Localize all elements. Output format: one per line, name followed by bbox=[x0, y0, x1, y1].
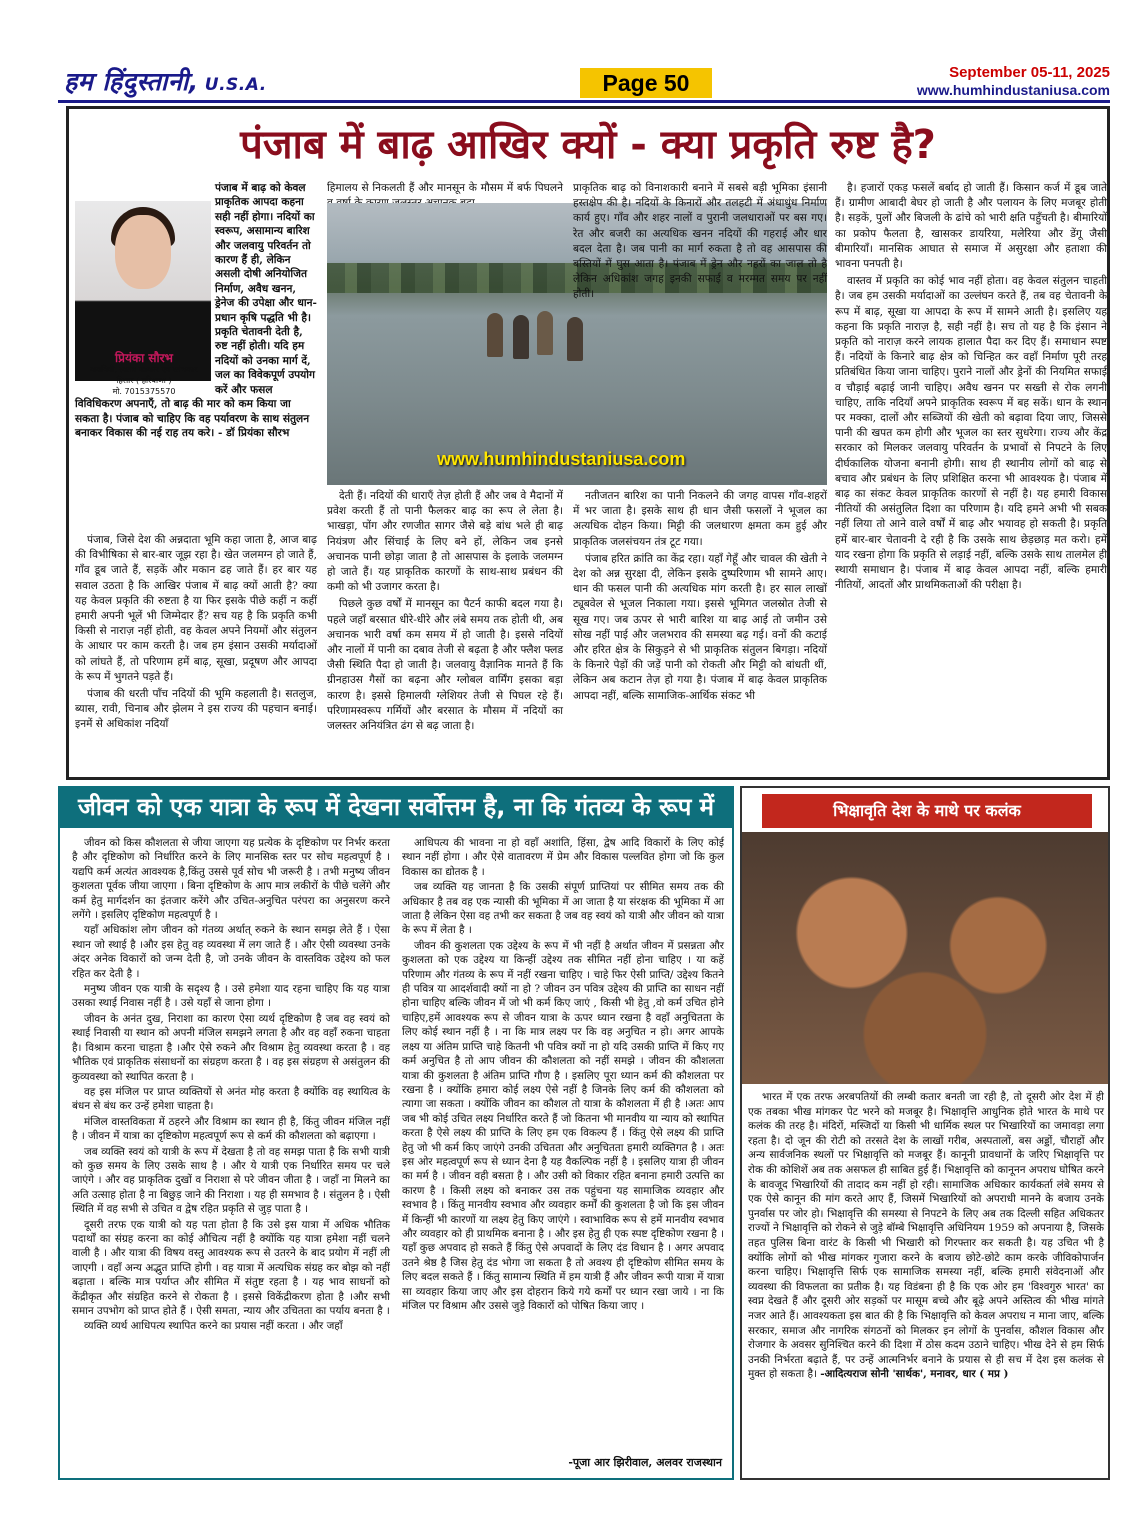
begging-author-credit: -आदित्यराज सोनी 'सार्थक', मनावर, धार ( मप्र ) bbox=[820, 1368, 1009, 1381]
article-column-2-top: हिमालय से निकलती हैं और मानसून के मौसम में बर्फ पिघलने bbox=[327, 182, 563, 194]
article-column-2: देती हैं। नदियों की धाराएँ तेज़ होती हैं और जब वे मैदानों में प्रवेश करती हैं तो पानी फैलकर बाढ़ का रूप ले लेता है। भाखड़ा, पोंग और रणजीत सागर जैसे बड़े बांध भले ही बाढ़ नियंत्रण और सिंचाई के लिए बने हों, लेकिन जब इनसे अचानक पानी छोड़ा जाता है तो आसपास के इलाके जलमग्न हो जाते हैं। यह प्राकृतिक कारणों के साथ-साथ प्रबंधन की कमी को भी उजागर करता है। पिछले कुछ वर्षों में मानसून का पैटर्न काफी बदल गया है। पहले जहाँ बरसात धीरे-धीरे और लंबे समय तक होती थी, अब अचानक भारी वर्षा कम समय में हो जाती है। इससे नदियों और नालों में पानी का दबाव तेजी से बढ़ता है और फ्लैश फ्लड जैसी स्थिति पैदा हो जाती है। जलवायु वैज्ञानिक मानते हैं कि ग्रीनहाउस गैसों का बढ़ना और ग्लोबल वार्मिंग इसका बड़ा कारण है। इससे हिमालयी ग्लेशियर तेजी से पिघल रहे हैं। परिणामस्वरूप गर्मियों और बरसात के मौसम में नदियों का जलस्तर अनियंत्रित ढंग से बढ़ जाता है। bbox=[327, 490, 563, 733]
website-link[interactable]: www.humhindustaniusa.com bbox=[916, 82, 1110, 98]
photo-watermark: www.humhindustaniusa.com bbox=[437, 449, 686, 469]
begging-article-body: भारत में एक तरफ अरबपतियों की लम्बी कतार बनती जा रही है, तो दूसरी ओर देश में ही एक तबका भीख मांगकर पेट भरने को मजबूर है। भिक्षावृत्ति आधुनिक होते भारत के माथे पर कलंक की तरह है। मंदिरों, मस्जिदों या किसी भी धार्मिक स्थल पर भिखारियों का जमावड़ा लगा रहता है। दो जून की रोटी को तरसते देश के लाखों गरीब, अस्पतालों, बस अड्डों, चौराहों और अन्य सार्वजनिक स्थलों पर भिक्षावृत्ति को मजबूर हैं। कानूनी प्रावधानों के जरिए भिक्षावृत्ति पर रोक की कोशिशें अब तक असफल ही साबित हुई हैं। भिक्षावृत्ति को कानूनन अपराध घोषित करने के बावजूद भिखारियों की तादाद कम नहीं हो रही। सामाजिक अधिकार कार्यकर्ता लंबे समय से एक ऐसे कानून की मांग करते आए हैं, जिसमें भिखारियों को अपराधी मानने के बजाय उनके पुनर्वास पर जोर हो। भिक्षावृत्ति की समस्या से निपटने के लिए अब तक दिल्ली सहित अधिकतर राज्यों ने भिक्षावृत्ति को रोकने से जुड़े बॉम्बे भिक्षावृत्ति अधिनियम 1959 को अपनाया है, जिसके तहत पुलिस बिना वारंट के किसी भी भिखारी को गिरफ्तार कर सकती है। यह उचित भी है क्योंकि लोगों को भीख मांगकर गुजारा करने के बजाय छोटे-छोटे काम करके जीविकोपार्जन करना चाहिए। भिक्षावृत्ति सिर्फ एक सामाजिक समस्या नहीं, बल्कि हमारी संवेदनाओं और व्यवस्था की विफलता का प्रतीक है। यह विडंबना ही है कि एक ओर हम 'विश्वगुरु भारत' का स्वप्न देखते हैं और दूसरी ओर सड़कों पर मासूम बच्चे और बूढ़े अपने अस्तित्व की भीख मांगते नजर आते हैं। आवश्यकता इस बात की है कि भिक्षावृत्ति को केवल अपराध न माना जाए, बल्कि सरकार, समाज और नागरिक संगठनों को मिलकर इन लोगों के पुनर्वास, कौशल विकास और रोजगार के अवसर सुनिश्चित करने की दिशा में ठोस कदम उठाने चाहिए। भीख देने से हम सिर्फ उनकी निर्भरता बढ़ाते हैं, पर उन्हें आत्मनिर्भर बनाने के प्रयास से ही सच में देश इस कलंक से मुक्त हो सकता है। -आदित्यराज सोनी 'सार्थक', मनावर, धार ( मप्र ) bbox=[748, 1091, 1105, 1381]
journey-column-1: जीवन को किस कौशलता से जीया जाएगा यह प्रत्येक के दृष्टिकोण पर निर्भर करता है और दृष्टिकोण को निर्धारित करने के लिए मानसिक स्तर पर सोच महत्वपूर्ण है । यद्यपि कर्म अत्यंत आवश्यक है,किंतु उससे पूर्व सोच भी जरूरी है । तभी मनुष्य जीवन कुशलता पूर्वक जीया जाएगा । बिना दृष्टिकोण के आप मात्र लकीरों के पीछे चलेंगे और कर्म हेतु मार्गदर्शन का इंतजार करेंगे और उचित-अनुचित परंपरा का अनुसरण करने लगेंगे । इसलिए दृष्टिकोण महत्वपूर्ण है । यहाँ अधिकांश लोग जीवन को गंतव्य अर्थात् रुकने के स्थान समझ लेते हैं । ऐसा स्थान जो स्थाई है ।और इस हेतु वह व्यवस्था में लग जाते हैं । और ऐसी व्यवस्था उनके अंदर अनेक विकारों को जन्म देती है, जो उनके जीवन के वास्तविक उद्देश्य को फल रहित कर देती है । मनुष्य जीवन एक यात्री के सदृश्य है । उसे हमेशा याद रहना चाहिए कि यह यात्रा उसका स्थाई निवास नहीं है । उसे यहाँ से जाना होगा । जीवन के अनंत दुख, निराशा का कारण ऐसा व्यर्थ दृष्टिकोण है जब वह स्वयं को स्थाई निवासी या स्थान को अपनी मंजिल समझने लगता है और वह वहाँ रुकना चाहता है। विश्राम करना चाहता है ।और ऐसे रुकने और विश्राम हेतु व्यवस्था करता है । वह भौतिक एवं प्राकृतिक संसाधनों का संग्रहण करता है । वह इस संग्रहण से असंतुलन की कुव्यवस्था को स्थापित करता है । वह इस मंजिल पर प्राप्त व्यक्तियों से अनंत मोह करता है क्योंकि वह स्थायित्व के बंधन से बंध कर उन्हें हमेशा चाहता है। मंजिल वास्तविकता में ठहरने और विश्राम का स्थान ही है, किंतु जीवन मंजिल नहीं है । जीवन में यात्रा का दृष्टिकोण महत्वपूर्ण रूप से कर्म की कौशलता को बढ़ाएगा । जब व्यक्ति स्वयं को यात्री के रूप में देखता है तो वह समझ पाता है कि सभी यात्री को कुछ समय के लिए उसके साथ है । और ये यात्री एक निर्धारित समय पर चले जाएंगे । और वह प्राकृतिक दुखों व निराशा से परे जीवन जीता है । जहाँ ना मिलने का अति उत्साह होता है ना बिछुड़ जाने की निराशा । यह ही समभाव है । संतुलन है । ऐसी स्थिति में वह सभी से उचित व द्वेष रहित प्रकृति से जुड़ पाता है । दूसरी तरफ एक यात्री को यह पता होता है कि उसे इस यात्रा में अधिक भौतिक पदार्थों का संग्रह करना का कोई औचित्य नहीं है क्योंकि यह यात्रा हमेशा नहीं चलने वाली है । और यात्रा की विषय वस्तु आवश्यक रूप से उतरने के बाद प्रयोग में नहीं ली जाएगी । वहाँ अन्य अद्भुत प्राप्ति होगी । वह यात्रा में अत्यधिक संग्रह कर बोझ को नहीं बढ़ाता । बल्कि मात्र पर्याप्त और सीमित में संतुष्ट रहता है । यह भाव साधनों को केंद्रीकृत और संग्रहित करने से रोकता है । इससे विकेंद्रीकरण होता है ।और सभी समान उपभोग को प्राप्त होते हैं । ऐसी समता, न्याय और उचितता का पर्याय बनता है । व्यक्ति व्यर्थ आधिपत्य स्थापित करने का प्रयास नहीं करता । और जहाँ bbox=[72, 837, 390, 1333]
author-caption: प्रियंका सौरभ कवयित्री, स्वतंत्र पत्रकार एवं स्तंभकार हिसार ( हरियाणा ) मो. 7015375570 bbox=[90, 351, 198, 396]
article-column-4: है। हजारों एकड़ फसलें बर्बाद हो जाती हैं। किसान कर्ज में डूब जाते हैं। ग्रामीण आबादी बेघर हो जाती है और पलायन के लिए मजबूर होती है। सड़कें, पुलों और बिजली के ढांचे को भारी क्षति पहुँचती है। बीमारियों का प्रकोप फैलता है, खासकर डायरिया, मलेरिया और डेंगू जैसी बीमारियाँ। मानसिक आघात से समाज में असुरक्षा और हताशा की भावना पनपती है। वास्तव में प्रकृति का कोई भाव नहीं होता। वह केवल संतुलन चाहती है। जब हम उसकी मर्यादाओं का उल्लंघन करते हैं, तब वह चेतावनी के रूप में बाढ़, सूखा या आपदा के रूप में सामने आती है। इसलिए यह कहना कि प्रकृति नाराज़ है, सही नहीं है। सच तो यह है कि इंसान ने प्रकृति को नाराज़ करने लायक हालात पैदा कर दिए हैं। समाधान स्पष्ट हैं। नदियों के किनारे बाढ़ क्षेत्र को चिन्हित कर वहाँ निर्माण पूरी तरह प्रतिबंधित किया जाना चाहिए। पुराने नालों और ड्रेनों की नियमित सफाई व चौड़ाई बढ़ाई जानी चाहिए। अवैध खनन पर सख्ती से रोक लगनी चाहिए, ताकि नदियाँ अपने प्राकृतिक स्वरूप में बह सकें। धान के स्थान पर मक्का, दालों और सब्जियों की खेती को बढ़ावा दिया जाए, जिससे पानी की खपत कम होगी और भूजल का स्तर सुधरेगा। राज्य और केंद्र सरकार को मिलकर जलवायु परिवर्तन के प्रभावों से निपटने के लिए दीर्घकालिक योजना बनानी होगी। साथ ही स्थानीय लोगों को बाढ़ से बचाव और प्रबंधन के लिए प्रशिक्षित करना भी आवश्यक है। पंजाब में बाढ़ का संकट केवल प्राकृतिक कारणों से नहीं है। यह हमारी विकास नीतियों की असंतुलित दिशा का परिणाम है। यदि हमने अभी भी सबक नहीं लिया तो आने वाले वर्षों में बाढ़ और भयावह हो सकती है। प्रकृति हमें बार-बार चेतावनी दे रही है कि उसके साथ छेड़छाड़ मत करो। हमें याद रखना होगा कि प्रकृति से लड़ाई नहीं, बल्कि उसके साथ तालमेल ही स्थायी समाधान है। पंजाब में बाढ़ केवल आपदा नहीं, बल्कि हमारी नीतियों, आदतों और प्राथमिकताओं की परीक्षा है। bbox=[835, 182, 1107, 592]
page-header bbox=[28, 62, 1110, 102]
journey-author-credit: -पूजा आर झिरीवाल, अलवर राजस्थान bbox=[568, 1456, 722, 1469]
begging-article bbox=[740, 786, 1110, 1480]
article-column-3: नतीजतन बारिश का पानी निकलने की जगह वापस गाँव-शहरों में भर जाता है। इसके साथ ही धान जैसी फसलों ने भूजल का अत्यधिक दोहन किया। मिट्टी की जलधारण क्षमता कम हुई और प्राकृतिक जलसंचयन तंत्र टूट गया। पंजाब हरित क्रांति का केंद्र रहा। यहाँ गेहूँ और चावल की खेती ने देश को अन्न सुरक्षा दी, लेकिन इसके दुष्परिणाम भी सामने आए। धान की फसल पानी की अत्यधिक मांग करती है। हर साल लाखों ट्यूबवेल से भूजल निकाला गया। इससे भूमिगत जलस्रोत तेजी से सूख गए। जब ऊपर से भारी बारिश या बाढ़ आई तो जमीन उसे सोख नहीं पाई और जलभराव की समस्या बढ़ गई। वनों की कटाई और हरित क्षेत्र के सिकुड़ने से भी प्राकृतिक संतुलन बिगड़ा। नदियों के किनारे पेड़ों की जड़ें पानी को रोकती और मिट्टी को बांधती थीं, लेकिन अब कटान तेज़ हो गया है। पंजाब में बाढ़ केवल प्राकृतिक आपदा नहीं, बल्कि सामाजिक-आर्थिक संकट भी bbox=[573, 490, 827, 702]
article-headline: पंजाब में बाढ़ आखिर क्यों - क्या प्रकृति रुष्ट है? bbox=[240, 122, 936, 168]
begging-article-headline: भिक्षावृति देश के माथे पर कलंक bbox=[762, 794, 1092, 828]
article-column-3-top: प्राकृतिक बाढ़ को विनाशकारी बनाने में सबसे बड़ी भूमिका इंसानी हस्तक्षेप की है। नदियों के किनारों और तलहटी में अंधाधुंध निर्माण कार्य हुए। गाँव और शहर नालों व पुरानी जलधाराओं पर बस गए। रेत और बजरी का अत्यधिक खनन नदियों की गहराई और धार बदल देता है। जब पानी का मार्ग रुकता है तो वह आसपास की बस्तियों में घुस आता है। पंजाब में ड्रेन और नहरों का जाल तो है लेकिन अधिकांश जगह इनकी सफाई व मरम्मत समय पर नहीं होती। bbox=[573, 182, 827, 301]
issue-date: September 05-11, 2025 bbox=[949, 64, 1110, 81]
journey-article-headline: जीवन को एक यात्रा के रूप में देखना सर्वोत्तम है, ना कि गंतव्य के रूप में bbox=[58, 786, 734, 828]
masthead: हम हिंदुस्तानी, U.S.A. bbox=[64, 67, 267, 96]
journey-article bbox=[58, 828, 734, 1480]
children-photo bbox=[742, 832, 1108, 1084]
article-intro: पंजाब में बाढ़ को केवल प्राकृतिक आपदा कहना सही नहीं होगा। नदियों का स्वरूप, असामान्य बारिश और जलवायु परिवर्तन तो कारण हैं ही, लेकिन असली दोषी अनियोजित निर्माण, अवैध खनन, ड्रेनेज की उपेक्षा और धान-प्रधान कृषि पद्धति भी है। प्रकृति चेतावनी देती है, रुष्ट नहीं होती। यदि हम नदियों को उनका मार्ग दें, जल का विवेकपूर्ण उपयोग करें और फसल विविधिकरण अपनाएँ, तो बाढ़ की मार को कम किया जा सकता है। पंजाब को चाहिए कि वह पर्यावरण के साथ संतुलन बनाकर विकास की नई राह तय करे। - डॉ प्रियंका सौरभ bbox=[75, 182, 317, 439]
article-column-1: पंजाब, जिसे देश की अन्नदाता भूमि कहा जाता है, आज बाढ़ की विभीषिका से बार-बार जूझ रहा है। खेत जलमग्न हो जाते हैं, गाँव डूब जाते हैं, सड़कें और मकान ढह जाते हैं। हर बार यह सवाल उठता है कि आखिर पंजाब में बाढ़ क्यों आती है? क्या यह केवल प्रकृति की रुष्टता है या फिर इसके पीछे कहीं न कहीं हमारी अपनी भूलें भी जिम्मेदार हैं? सच यह है कि प्रकृति कभी किसी से नाराज़ नहीं होती, वह केवल अपने नियमों और संतुलन के आधार पर काम करती है। जब हम इंसान उसकी मर्यादाओं को लांघते हैं, तो परिणाम हमें बाढ़, सूखा, प्रदूषण और आपदा के रूप में भुगतने पड़ते हैं। पंजाब की धरती पाँच नदियों की भूमि कहलाती है। सतलुज, ब्यास, रावी, चिनाब और झेलम ने इस राज्य की पहचान बनाई। इनमें से अधिकांश नदियाँ bbox=[75, 534, 317, 731]
punjab-flood-article bbox=[66, 106, 1110, 780]
header-rule bbox=[58, 100, 1110, 103]
page-number-badge: Page 50 bbox=[580, 68, 712, 98]
journey-column-2: आधिपत्य की भावना ना हो वहाँ अशांति, हिंसा, द्वेष आदि विकारों के लिए कोई स्थान नहीं होगा । और ऐसे वातावरण में प्रेम और विकास पल्लवित होगा जो कि कुल विकास का द्योतक है । जब व्यक्ति यह जानता है कि उसकी संपूर्ण प्राप्तियां पर सीमित समय तक की अधिकार है तब वह एक न्यासी की भूमिका में आ जाता है या संरक्षक की भूमिका में आ जाता है लेकिन ऐसा वह तभी कर सकता है जब वह स्वयं को यात्री और जीवन को यात्रा के रूप में लेता है । जीवन की कुशलता एक उद्देश्य के रूप में भी नहीं है अर्थात जीवन में प्रसन्नता और कुशलता को एक उद्देश्य या किन्हीं उद्देश्य तक सीमित नहीं होना चाहिए । या कहें परिणाम और गंतव्य के रूप में नहीं रखना चाहिए । चाहे फिर ऐसी प्राप्ति/ उद्देश्य कितने ही पवित्र या आदर्शवादी क्यों ना हो ? जीवन उन पवित्र उद्देश्य की प्राप्ति का साधन नहीं होना चाहिए बल्कि जीवन में जो भी कर्म किए जाएं , किसी भी हेतु ,वो कर्म उचित होने चाहिए,हमें आवश्यक रूप से जीवन यात्रा के ऊपर ध्यान रखना है वहाँ अनुचितता के लिए कोई स्थान नहीं है । ना कि मात्र लक्ष्य पर कि वह अनुचित न हो। अगर आपके लक्ष्य या अंतिम प्राप्ति चाहे कितनी भी पवित्र क्यों ना हो यदि उसकी प्राप्ति में किए गए कर्म अनुचित है तो आप जीवन की कौशलता को नहीं समझे । जीवन की कौशलता यात्रा की कुशलता है अंतिम प्राप्ति गौण है । इसलिए पूरा ध्यान कर्म की कौशलता पर रखना है । क्योंकि हमारा कोई लक्ष्य ऐसे नहीं है जिनके लिए कर्म की कौशलता को त्यागा जा सकता । क्योंकि जीवन का कौशल तो यात्रा के कौशलता में ही है ।अतः आप जब भी कोई उचित लक्ष्य निर्धारित करते हैं जो कितना भी मानवीय या न्याय को स्थापित करता है ऐसे लक्ष्य की प्राप्ति के लिए हम एक विकल्प हैं । किंतु ऐसे लक्ष्य की प्राप्ति हेतु जो भी कर्म किए जाएंगे उनकी उचितता और अनुचितता हमारी व्यक्तिगत है । अतः इस ओर महत्वपूर्ण रूप से ध्यान देना है यह वैकल्पिक नहीं है । इसलिए यात्रा ही जीवन का मर्म है । जीवन वही बसता है । और उसी को विकार रहित बनाना हमारी उत्पत्ति का कारण है । किसी लक्ष्य को बनाकर उस तक पहुंचना यह सामाजिक व्यवहार और स्वभाव है । किंतु मानवीय स्वभाव और व्यवहार कर्मों की कुशलता है जो कि इस जीवन में किन्हीं भी कारणों या लक्ष्य हेतु किए जाएंगे । स्वाभाविक रूप से हमें मानवीय स्वभाव और व्यवहार को ही प्राथमिक बनाना है । और इस हेतु ही एक स्पष्ट दृष्टिकोण रखना है । यहाँ कुछ अपवाद हो सकते हैं किंतु ऐसे अपवादों के लिए दंड विधान है । अगर अपवाद उतने श्रेष्ठ है जिस हेतु दंड भोगा जा सकता है तो अवश्य ही दृष्टिकोण सीमित समय के लिए बदल सकते हैं । किंतु सामान्य स्थिति में हम यात्री हैं और जीवन रूपी यात्रा में यात्रा सा व्यवहार किया जाए और इस दोहरान किये गये कर्मों पर ध्यान रखा जाये । ना कि मंजिल पर विश्राम और उससे जुड़े विकारों को पोषित किया जाए । bbox=[402, 837, 724, 1312]
